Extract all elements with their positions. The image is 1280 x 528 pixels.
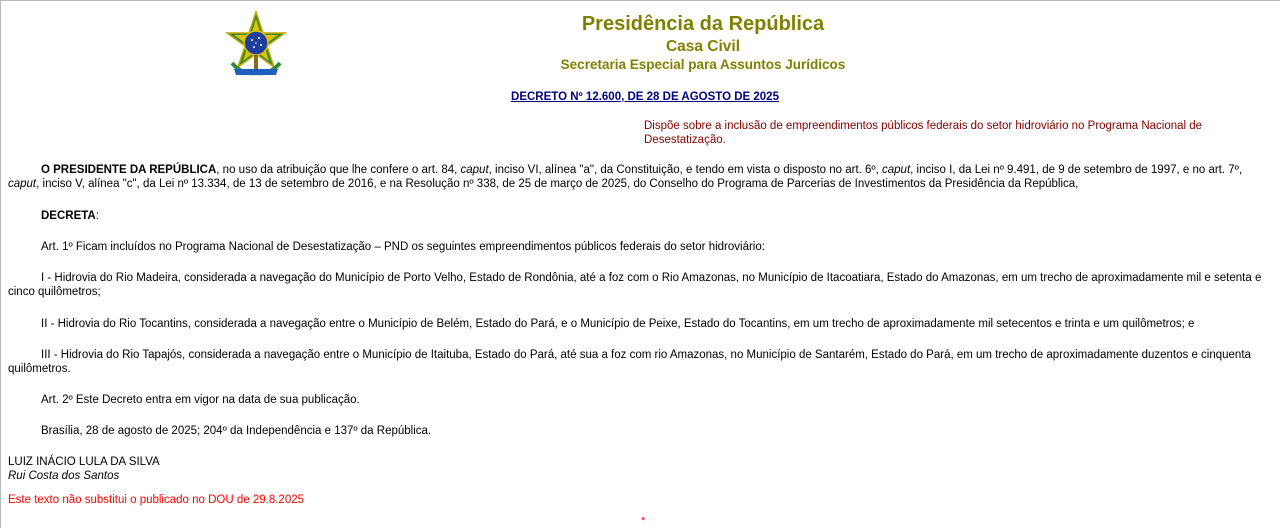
item-2-tocantins: II - Hidrovia do Rio Tocantins, considerada a navegação entre o Município de Belém, Estado do Pará, e o Município de Peixe, Estado do Tocantins, em um trecho de aproximadamente mil setecentos e trinta e um quilômetros; e bbox=[41, 318, 1195, 330]
official-publication-notice: Este texto não substitui o publicado no DOU de 29.8.2025 bbox=[8, 494, 305, 506]
preamble-text: , inciso VI, alínea "a", da Constituição, e tendo em vista o disposto no art. 6º, bbox=[488, 164, 883, 176]
preamble-line-2 bbox=[8, 177, 1280, 191]
preamble-caput: caput bbox=[882, 164, 911, 176]
decree-title-link[interactable]: DECRETO Nº 12.600, DE 28 DE AGOSTO DE 2025 bbox=[511, 91, 779, 103]
article-1: Art. 1º Ficam incluídos no Programa Nacional de Desestatização – PND os seguintes empreendimentos públicos federais do setor hidroviário: bbox=[41, 241, 765, 253]
preamble-lead: O PRESIDENTE DA REPÚBLICA bbox=[41, 164, 217, 176]
item-1-line: cinco quilômetros; bbox=[8, 286, 101, 298]
decreta-label: DECRETA bbox=[41, 210, 96, 222]
item-3-tapajos bbox=[8, 348, 1280, 376]
department-subtitle: Secretaria Especial para Assuntos Jurídicos bbox=[560, 57, 846, 72]
item-3-line: quilômetros. bbox=[8, 363, 71, 375]
president-signature: LUIZ INÁCIO LULA DA SILVA bbox=[8, 456, 160, 468]
decree-summary-line: Desestatização. bbox=[644, 134, 726, 146]
preamble-line-1 bbox=[8, 163, 1280, 177]
casa-civil-subtitle: Casa Civil bbox=[665, 38, 741, 55]
decree-summary bbox=[644, 119, 1244, 147]
item-1-madeira bbox=[8, 271, 1280, 299]
preamble-caput: caput bbox=[8, 178, 37, 190]
decreta-colon: : bbox=[95, 210, 99, 222]
coat-of-arms-emblem bbox=[223, 9, 289, 79]
item-1-line: I - Hidrovia do Rio Madeira, considerada a navegação do Município de Porto Velho, Estado de Rondônia, até a foz com o Rio Amazonas, no Município de Itacoatiara, Estado do Amazonas, em um trecho de aproximadamente mil e setenta e bbox=[41, 272, 1262, 284]
preamble-text: , inciso V, alínea "c", da Lei nº 13.334, de 13 de setembro de 2016, e na Resolução nº 338, de 25 de março de 2025, do Conselho do Programa de Parcerias de Investimentos da Presidência da República, bbox=[36, 178, 1079, 190]
decree-summary-line: Dispõe sobre a inclusão de empreendimentos públicos federais do setor hidroviário no Programa Nacional de bbox=[644, 120, 1203, 132]
minister-signature: Rui Costa dos Santos bbox=[8, 470, 120, 482]
footnote-marker: * bbox=[641, 515, 646, 527]
item-3-line: III - Hidrovia do Rio Tapajós, considerada a navegação entre o Município de Itaituba, Estado do Pará, até sua a foz com rio Amazonas, no Município de Santarém, Estado do Pará, em um trecho de aproximadamente duzentos e cinquenta bbox=[41, 349, 1251, 361]
closing-date: Brasília, 28 de agosto de 2025; 204º da Independência e 137º da República. bbox=[41, 425, 432, 437]
preamble-caput: caput bbox=[460, 164, 489, 176]
article-2: Art. 2º Este Decreto entra em vigor na data de sua publicação. bbox=[41, 394, 360, 406]
preamble-paragraph bbox=[8, 163, 1280, 191]
preamble-text: , inciso I, da Lei nº 9.491, de 9 de setembro de 1997, e no art. 7º, bbox=[910, 164, 1243, 176]
presidency-title: Presidência da República bbox=[581, 13, 825, 35]
decreta-paragraph bbox=[8, 209, 1280, 223]
preamble-text: , no uso da atribuição que lhe confere o art. 84, bbox=[216, 164, 461, 176]
